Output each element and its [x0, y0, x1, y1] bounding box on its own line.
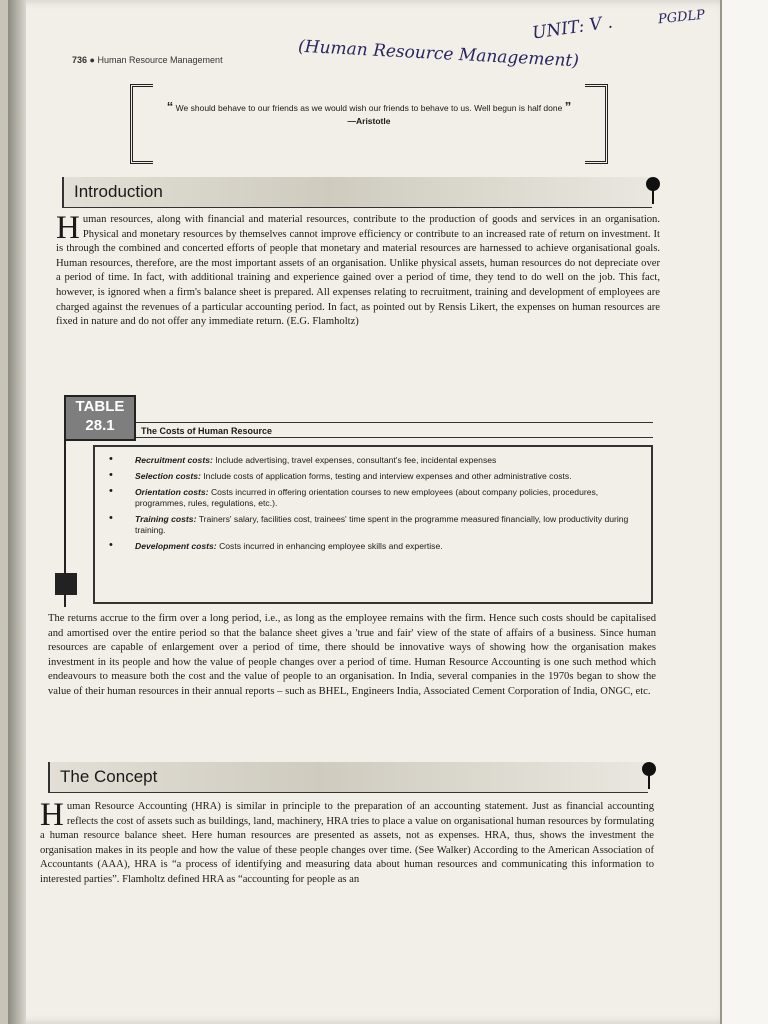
epigraph-text-block — [156, 100, 582, 128]
table-label-number: 28.1 — [85, 417, 115, 434]
close-quote-mark: ” — [564, 99, 572, 114]
page-number: 736 — [72, 55, 88, 65]
costs-table — [53, 395, 653, 607]
cost-term: Development costs: — [135, 541, 217, 551]
epigraph-left-bracket — [130, 84, 153, 164]
header-bullet: ● — [89, 55, 95, 65]
returns-paragraph: The returns accrue to the firm over a long period, i.e., as long as the employee remains with the firm. Hence such costs should be capitalised and amortised over the entire period so that the balance sheet gives a 'true and fair' view of the state of affairs of a business. Since human resources are capable of enlargement over a period of time, there should be innovative ways of showing how the organisation makes investment in its people and how the value of people changes over a period of time. Human Resource Accounting is one such method which endeavours to measure both the cost and the value of people to an organisation. In India, several companies in the 1970s began to show the value of their human resources in their annual reports – such as BHEL, Engineers India, Associated Cement Corporation of India, ONGC, etc. — [48, 613, 656, 697]
heading-marker-icon — [642, 762, 656, 776]
heading-marker-icon — [646, 177, 660, 191]
cost-desc: Costs incurred in enhancing employee skills and expertise. — [219, 541, 443, 551]
introduction-heading: Introduction — [74, 182, 163, 201]
cost-desc: Include advertising, travel expenses, consultant's fee, incidental expenses — [215, 455, 497, 465]
table-label-word: TABLE — [75, 398, 125, 415]
cost-item-recruitment — [135, 455, 639, 466]
cost-item-selection — [135, 471, 639, 482]
running-header — [72, 55, 223, 65]
table-frame — [93, 445, 653, 604]
cost-term: Orientation costs: — [135, 487, 209, 497]
concept-paragraph — [40, 797, 654, 888]
table-corner-block — [55, 573, 77, 595]
cost-desc: Trainers' salary, facilities cost, trainees' time spent in the programme measured financially, low productivity during training. — [135, 514, 629, 535]
epigraph — [130, 84, 608, 158]
running-title: Human Resource Management — [97, 55, 223, 65]
cost-term: Selection costs: — [135, 471, 201, 481]
cost-term: Training costs: — [135, 514, 197, 524]
handwritten-unit: UNIT: V . — [531, 12, 614, 44]
concept-text: uman Resource Accounting (HRA) is similar in principle to the preparation of an accounting statement. Just as financial accounting reflects the cost of assets such as buildings, land, machinery, HRA tries to place a value on organisational human resources by formulating a human resource balance sheet. Here human resources are presented as assets, not as expenses. HRA, thus, shows the investment the organisation makes in its people and how the value of these people changes over time. (See Walker) According to the American Association of Accountants (AAA), HRA is “a process of identifying and measuring data about human resources and communicating this information to interested parties”. Flamholtz defined HRA as “accounting for people as an — [40, 801, 654, 885]
introduction-text: uman resources, along with financial and material resources, contribute to the production of goods and services in an organisation. Physical and monetary resources by themselves cannot improve efficiency or contribute to an increased rate of return on investment. It is through the combined and concerted efforts of people that monetary and material resources are harnessed to achieve organisational goals. Human resources, therefore, are the most important assets of an organisation. Unlike physical assets, human resources do not depreciate over a period of time. In fact, with additional training and experience gained over a period of time, they tend to do well on the job. This fact, however, is ignored when a firm's balance sheet is prepared. All expenses relating to recruitment, training and development of employees are charged against the revenues of a particular accounting period. In fact, as pointed out by Rensis Likert, the expenses on human resources are fixed in nature and do not offer any immediate return. (E.G. Flamholtz) — [56, 214, 660, 328]
table-title: The Costs of Human Resource — [141, 426, 273, 436]
cost-item-orientation — [135, 487, 639, 509]
introduction-paragraph — [56, 210, 660, 330]
cost-term: Recruitment costs: — [135, 455, 213, 465]
cost-list — [95, 447, 651, 552]
introduction-dropcap: H — [56, 210, 80, 246]
cost-item-development — [135, 541, 639, 552]
epigraph-text: We should behave to our friends as we would wish our friends to behave to us. Well begun is half done — [175, 103, 563, 113]
handwritten-code: PGDLP — [657, 7, 706, 28]
cost-item-training — [135, 514, 639, 536]
cost-desc: Include costs of application forms, testing and interview expenses and other administrative costs. — [203, 471, 572, 481]
concept-heading-bar — [48, 762, 648, 793]
table-label — [64, 395, 136, 441]
handwritten-title: (Human Resource Management) — [297, 36, 580, 72]
book-binding — [8, 0, 26, 1024]
introduction-heading-bar — [62, 177, 652, 208]
concept-heading: The Concept — [60, 767, 158, 786]
cost-desc: Costs incurred in offering orientation courses to new employees (about company policies, procedures, programmes, rules, regulations, etc.). — [135, 487, 599, 508]
next-page-edge — [720, 0, 768, 1024]
open-quote-mark: “ — [166, 99, 174, 114]
epigraph-right-bracket — [585, 84, 608, 164]
concept-dropcap: H — [40, 797, 64, 833]
epigraph-author: —Aristotle — [347, 116, 391, 126]
book-page — [8, 0, 720, 1024]
